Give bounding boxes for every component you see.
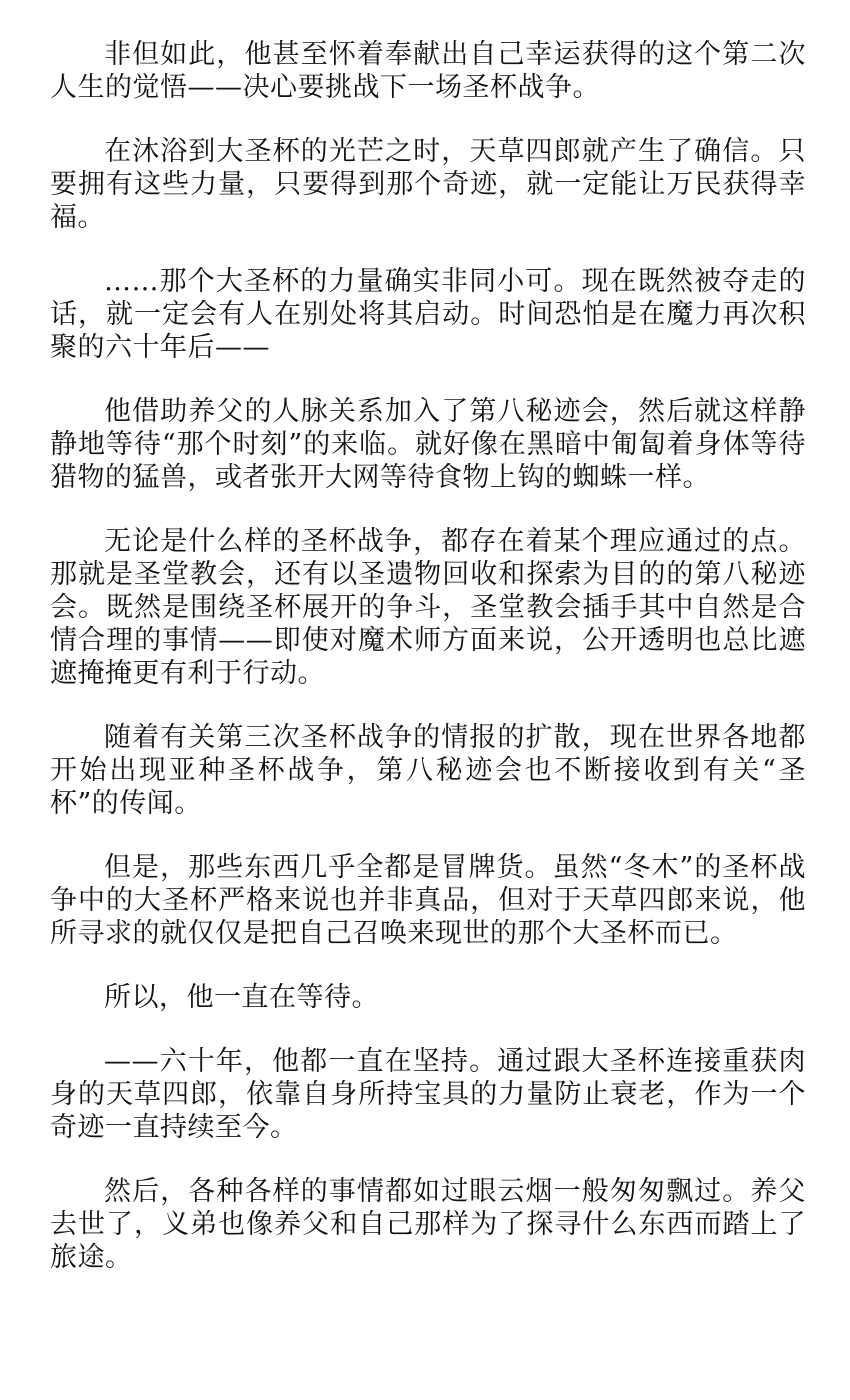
- paragraph-2: 在沐浴到大圣杯的光芒之时，天草四郎就产生了确信。只要拥有这些力量，只要得到那个奇迹，就一定能让万民获得幸福。: [50, 136, 806, 233]
- paragraph-4: 他借助养父的人脉关系加入了第八秘迹会，然后就这样静静地等待“那个时刻”的来临。就好像在黑暗中匍匐着身体等待猎物的猛兽，或者张开大网等待食物上钩的蜘蛛一样。: [50, 396, 806, 493]
- paragraph-6: 随着有关第三次圣杯战争的情报的扩散，现在世界各地都开始出现亚种圣杯战争，第八秘迹会也不断接收到有关“圣杯”的传闻。: [50, 722, 806, 819]
- paragraph-3: ……那个大圣杯的力量确实非同小可。现在既然被夺走的话，就一定会有人在别处将其启动。时间恐怕是在魔力再次积聚的六十年后——: [50, 266, 806, 363]
- paragraph-5: 无论是什么样的圣杯战争，都存在着某个理应通过的点。那就是圣堂教会，还有以圣遗物回收和探索为目的的第八秘迹会。既然是围绕圣杯展开的争斗，圣堂教会插手其中自然是合情合理的事情——即使对魔术师方面来说，公开透明也总比遮遮掩掩更有利于行动。: [50, 526, 806, 689]
- paragraph-10: 然后，各种各样的事情都如过眼云烟一般匆匆飘过。养父去世了，义弟也像养父和自己那样为了探寻什么东西而踏上了旅途。: [50, 1176, 806, 1273]
- paragraph-7: 但是，那些东西几乎全都是冒牌货。虽然“冬木”的圣杯战争中的大圣杯严格来说也并非真品，但对于天草四郎来说，他所寻求的就仅仅是把自己召唤来现世的那个大圣杯而已。: [50, 852, 806, 949]
- paragraph-1: 非但如此，他甚至怀着奉献出自己幸运获得的这个第二次人生的觉悟——决心要挑战下一场圣杯战争。: [50, 39, 806, 103]
- paragraph-8: 所以，他一直在等待。: [104, 982, 379, 1013]
- paragraph-9: ——六十年，他都一直在坚持。通过跟大圣杯连接重获肉身的天草四郎，依靠自身所持宝具的力量防止衰老，作为一个奇迹一直持续至今。: [50, 1046, 806, 1143]
